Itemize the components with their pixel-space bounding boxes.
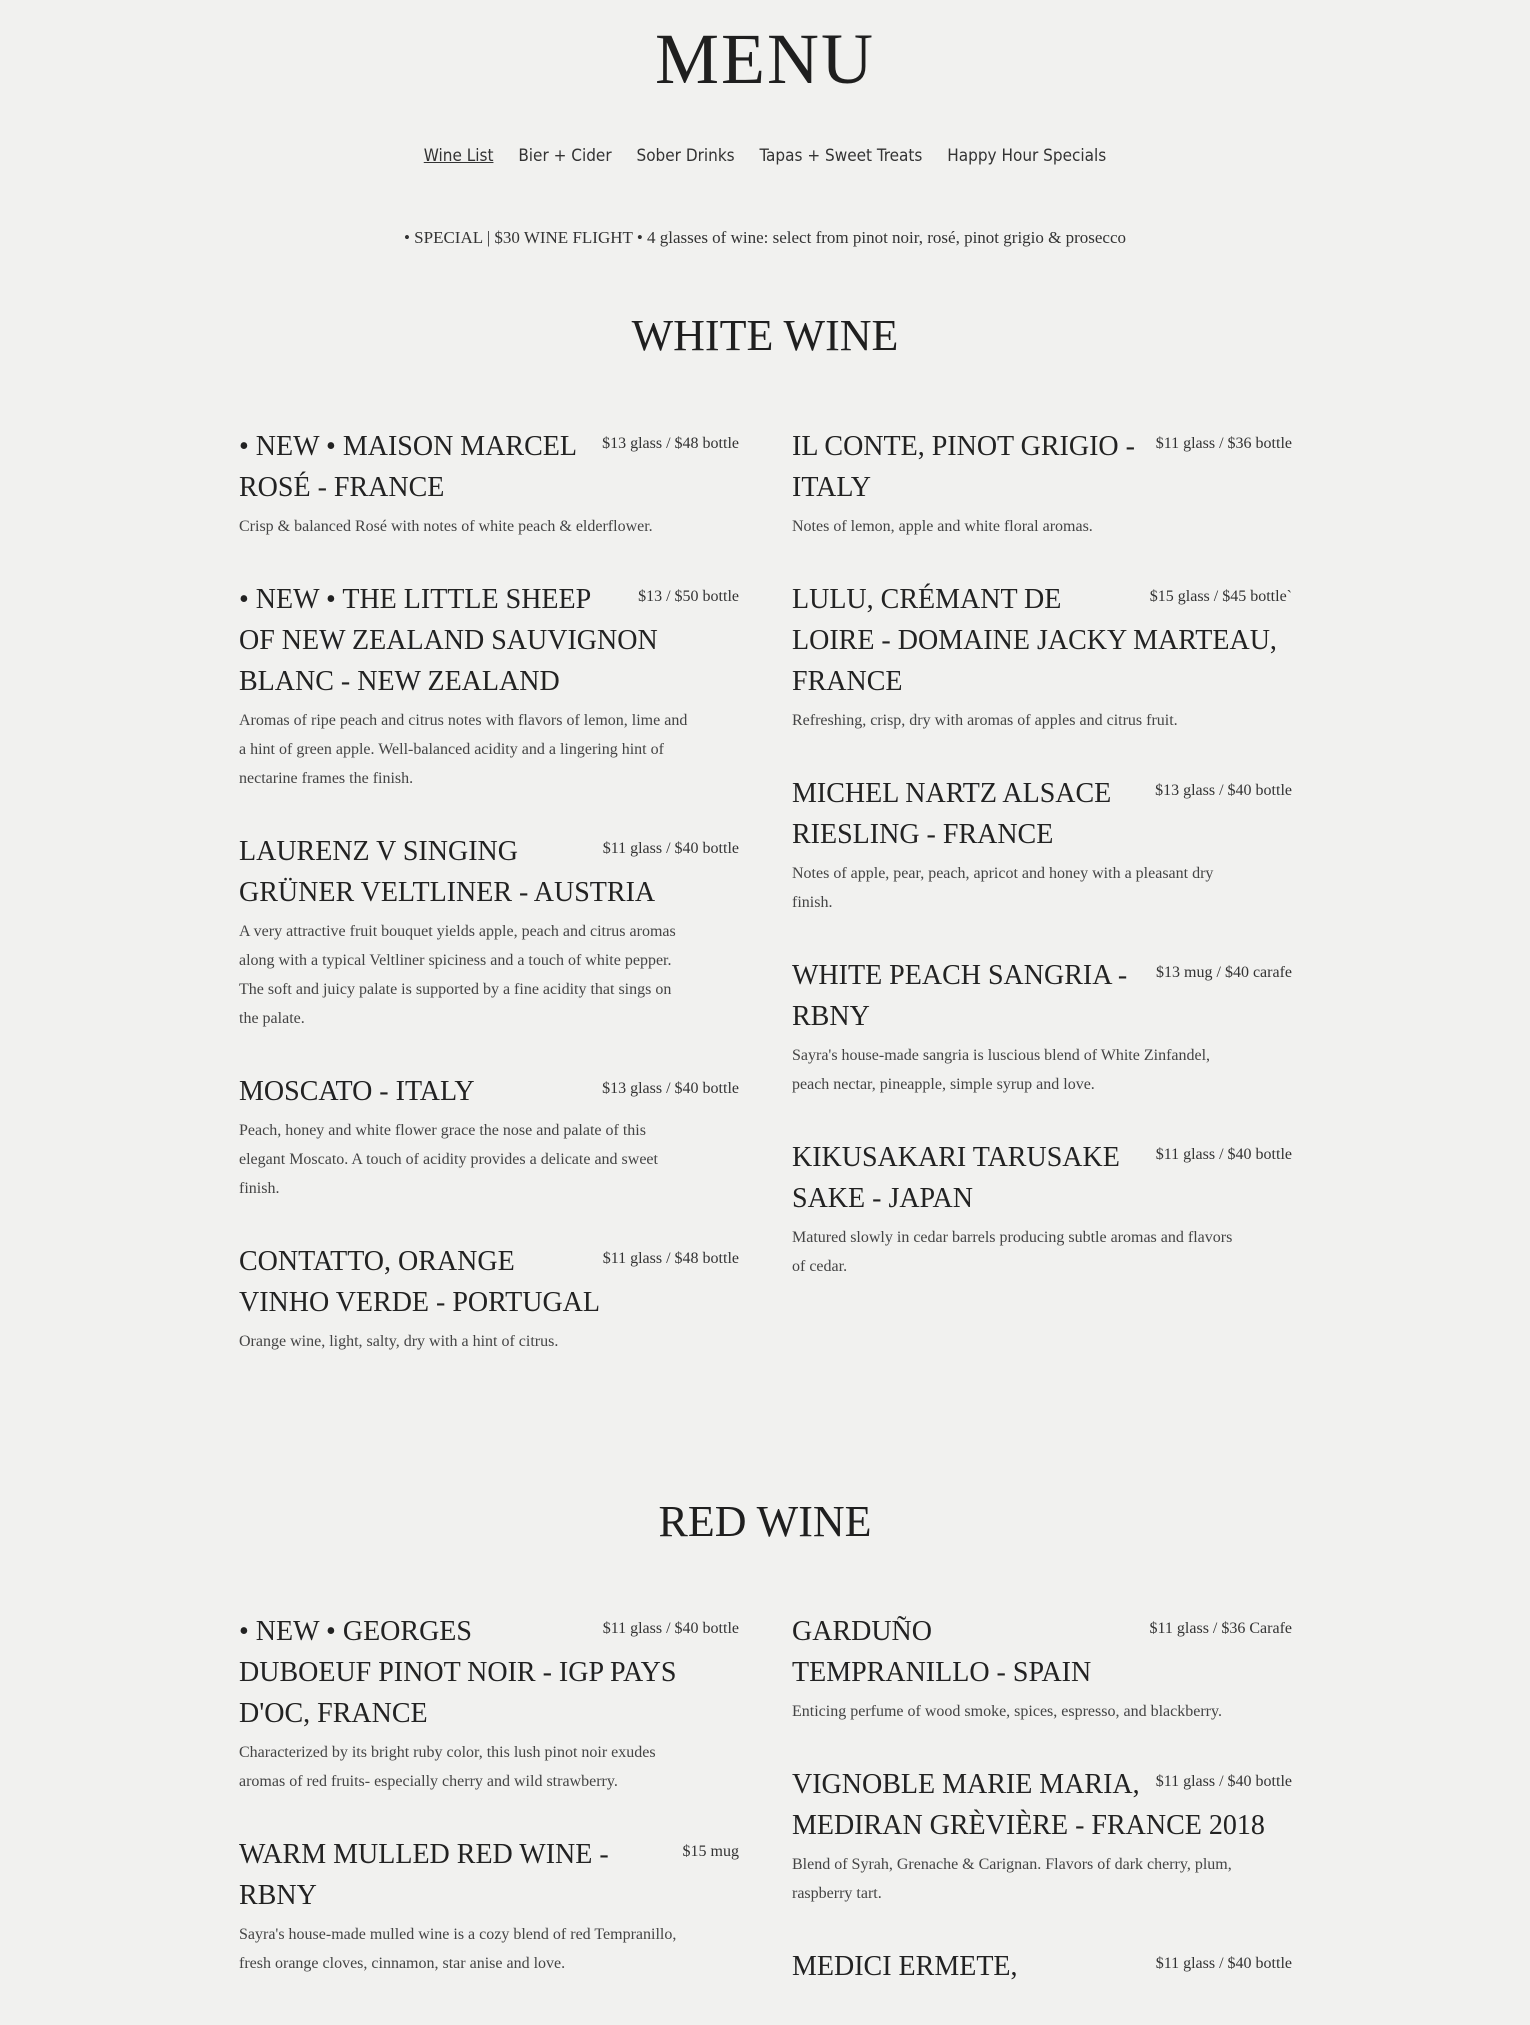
nav-happy-hour-specials[interactable]: Happy Hour Specials: [947, 146, 1107, 166]
item-description: Sayra's house-made mulled wine is a cozy blend of red Tempranillo, fresh orange cloves, cinnamon, star anise and love.: [239, 1926, 677, 1972]
item-price: $13 mug / $40 carafe: [1156, 964, 1292, 981]
item-name: MICHEL NARTZ ALSACE RIESLING - FRANCE: [792, 778, 1112, 850]
white-wine-left-column: [239, 426, 739, 1394]
item-description: Matured slowly in cedar barrels producing subtle aromas and flavors of cedar.: [792, 1229, 1233, 1275]
red-wine-right-column: [792, 1611, 1292, 2025]
item-name: MOSCATO - ITALY: [239, 1076, 475, 1107]
item-price: $11 glass / $36 Carafe: [1149, 1620, 1292, 1637]
item-name: MEDICI ERMETE,: [792, 1951, 1018, 1982]
menu-item: [792, 1764, 1292, 1908]
item-name: • NEW • MAISON MARCEL ROSÉ - FRANCE: [239, 431, 576, 503]
section-title-white-wine: WHITE WINE: [631, 311, 899, 360]
item-price: $13 glass / $48 bottle: [602, 435, 739, 452]
menu-item: [792, 1137, 1292, 1281]
nav-tapas-sweet-treats[interactable]: Tapas + Sweet Treats: [759, 146, 923, 166]
menu-item: [792, 579, 1292, 735]
item-name: IL CONTE, PINOT GRIGIO - ITALY: [792, 431, 1135, 503]
page-title: MENU: [655, 19, 875, 99]
item-description: Crisp & balanced Rosé with notes of white peach & elderflower.: [239, 518, 653, 535]
item-price: $11 glass / $40 bottle: [602, 1620, 739, 1637]
item-name: • NEW • GEORGES DUBOEUF PINOT NOIR - IGP PAYS D'OC, FRANCE: [239, 1616, 677, 1729]
item-description: A very attractive fruit bouquet yields apple, peach and citrus aromas along with a typical Veltliner spiciness and a touch of white pepper. The soft and juicy palate is supported by a fine acidity that sings on the palate.: [239, 923, 676, 1027]
menu-item: [239, 426, 739, 541]
menu-item: [239, 1241, 739, 1356]
item-description: Notes of lemon, apple and white floral aromas.: [792, 518, 1093, 535]
menu-item: [239, 1834, 739, 1978]
item-description: Peach, honey and white flower grace the nose and palate of this elegant Moscato. A touch of acidity provides a delicate and sweet finish.: [239, 1122, 658, 1197]
nav-sober-drinks[interactable]: Sober Drinks: [636, 146, 735, 166]
item-description: Blend of Syrah, Grenache & Carignan. Flavors of dark cherry, plum, raspberry tart.: [792, 1856, 1232, 1902]
menu-item: [239, 1611, 739, 1796]
menu-item: [792, 1946, 1292, 1987]
item-price: $11 glass / $40 bottle: [1155, 1146, 1292, 1163]
menu-item: [792, 1611, 1292, 1726]
item-description: Notes of apple, pear, peach, apricot and honey with a pleasant dry finish.: [792, 865, 1214, 911]
item-description: Refreshing, crisp, dry with aromas of apples and citrus fruit.: [792, 712, 1178, 729]
menu-item: [239, 579, 739, 793]
nav-wine-list[interactable]: Wine List: [423, 146, 494, 166]
item-price: $11 glass / $40 bottle: [1155, 1773, 1292, 1790]
item-name: CONTATTO, ORANGE VINHO VERDE - PORTUGAL: [239, 1246, 601, 1318]
section-title-red-wine: RED WINE: [658, 1497, 872, 1546]
menu-item: [239, 1071, 739, 1203]
item-name: GARDUÑO TEMPRANILLO - SPAIN: [792, 1616, 1092, 1688]
item-name: • NEW • THE LITTLE SHEEP OF NEW ZEALAND SAUVIGNON BLANC - NEW ZEALAND: [239, 584, 658, 697]
item-name: WARM MULLED RED WINE - RBNY: [239, 1839, 609, 1911]
item-description: Characterized by its bright ruby color, this lush pinot noir exudes aromas of red fruits- especially cherry and wild strawberry.: [239, 1744, 656, 1790]
item-description: Enticing perfume of wood smoke, spices, espresso, and blackberry.: [792, 1703, 1222, 1720]
item-name: VIGNOBLE MARIE MARIA, MEDIRAN GRÈVIÈRE - FRANCE 2018: [792, 1769, 1265, 1841]
red-wine-left-column: [239, 1611, 739, 2016]
menu-item: [792, 955, 1292, 1099]
item-price: $13 glass / $40 bottle: [602, 1080, 739, 1097]
item-name: WHITE PEACH SANGRIA - RBNY: [792, 960, 1128, 1032]
item-description: Aromas of ripe peach and citrus notes with flavors of lemon, lime and a hint of green apple. Well-balanced acidity and a lingering hint of nectarine frames the finish.: [239, 712, 688, 787]
white-wine-right-column: [792, 426, 1292, 1319]
item-description: Orange wine, light, salty, dry with a hint of citrus.: [239, 1333, 559, 1350]
item-price: $11 glass / $40 bottle: [1155, 1955, 1292, 1972]
item-price: $11 glass / $40 bottle: [602, 840, 739, 857]
item-price: $11 glass / $48 bottle: [602, 1250, 739, 1267]
special-banner: • SPECIAL | $30 WINE FLIGHT • 4 glasses of wine: select from pinot noir, rosé, pinot grigio & prosecco: [403, 228, 1127, 247]
item-price: $11 glass / $36 bottle: [1155, 435, 1292, 452]
item-price: $15 mug: [682, 1843, 739, 1860]
item-name: LAURENZ V SINGING GRÜNER VELTLINER - AUSTRIA: [239, 836, 656, 908]
item-name: LULU, CRÉMANT DE LOIRE - DOMAINE JACKY MARTEAU, FRANCE: [792, 584, 1277, 697]
item-price: $15 glass / $45 bottle`: [1149, 588, 1292, 605]
nav-bier-cider[interactable]: Bier + Cider: [518, 146, 612, 166]
item-price: $13 / $50 bottle: [638, 588, 739, 605]
menu-item: [239, 831, 739, 1033]
menu-item: [792, 426, 1292, 541]
item-name: KIKUSAKARI TARUSAKE SAKE - JAPAN: [792, 1142, 1120, 1214]
item-price: $13 glass / $40 bottle: [1155, 782, 1292, 799]
menu-item: [792, 773, 1292, 917]
menu-nav: [0, 146, 1530, 166]
item-description: Sayra's house-made sangria is luscious blend of White Zinfandel, peach nectar, pineapple, simple syrup and love.: [792, 1047, 1211, 1093]
